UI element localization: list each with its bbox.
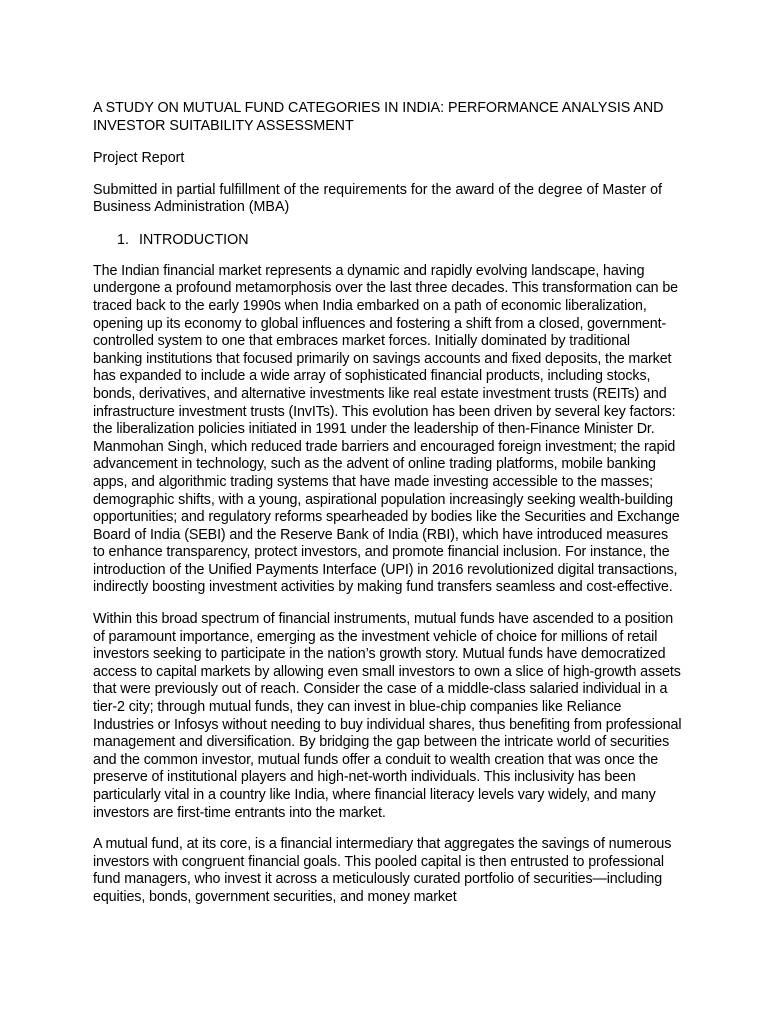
section-title: INTRODUCTION [139,231,249,248]
body-paragraph: A mutual fund, at its core, is a financial intermediary that aggregates the savings of numerous investors with congruent financial goals. This pooled capital is then entrusted to professional fund managers, who invest it across a meticulously curated portfolio of securities—including equities, bonds, government securities, and money market [93,836,672,905]
section-heading [93,231,683,249]
submission-statement: Submitted in partial fulfillment of the requirements for the award of the degree of Master of Business Administration (MBA) [93,181,662,216]
report-subtitle: Project Report [93,150,185,166]
body-paragraph: The Indian financial market represents a dynamic and rapidly evolving landscape, having undergone a profound metamorphosis over the last three decades. This transformation can be traced back to the early 1990s when India embarked on a path of economic liberalization, opening up its economy to global influences and fostering a shift from a closed, government-controlled system to one that embraces market forces. Initially dominated by traditional banking institutions that focused primarily on savings accounts and fixed deposits, the market has expanded to include a wide array of sophisticated financial products, including stocks, bonds, derivatives, and alternative investments like real estate investment trusts (REITs) and infrastructure investment trusts (InvITs). This evolution has been driven by several key factors: the liberalization policies initiated in 1991 under the leadership of then-Finance Minister Dr. Manmohan Singh, which reduced trade barriers and encouraged foreign investment; the rapid advancement in technology, such as the advent of online trading platforms, mobile banking apps, and algorithmic trading systems that have made investing accessible to the masses; demographic shifts, with a young, aspirational population increasingly seeking wealth-building opportunities; and regulatory reforms spearheaded by bodies like the Securities and Exchange Board of India (SEBI) and the Reserve Bank of India (RBI), which have introduced measures to enhance transparency, protect investors, and promote financial inclusion. For instance, the introduction of the Unified Payments Interface (UPI) in 2016 revolutionized digital transactions, indirectly boosting investment activities by making fund transfers seamless and cost-effective. [93,262,680,596]
report-title: A STUDY ON MUTUAL FUND CATEGORIES IN INDIA: PERFORMANCE ANALYSIS AND INVESTOR SUITABILITY ASSESSMENT [93,100,664,134]
section-number: 1. [117,231,129,248]
body-paragraph: Within this broad spectrum of financial instruments, mutual funds have ascended to a position of paramount importance, emerging as the investment vehicle of choice for millions of retail investors seeking to participate in the nation’s growth story. Mutual funds have democratized access to capital markets by allowing even small investors to own a slice of high-growth assets that were previously out of reach. Consider the case of a middle-class salaried individual in a tier-2 city; through mutual funds, they can invest in blue-chip companies like Reliance Industries or Infosys without needing to buy individual shares, thus benefiting from professional management and diversification. By bridging the gap between the intricate world of securities and the common investor, mutual funds offer a conduit to wealth creation that was once the preserve of institutional players and high-net-worth individuals. This inclusivity has been particularly vital in a country like India, where financial literacy levels vary widely, and many investors are first-time entrants into the market. [93,611,682,821]
document-page [93,99,683,921]
